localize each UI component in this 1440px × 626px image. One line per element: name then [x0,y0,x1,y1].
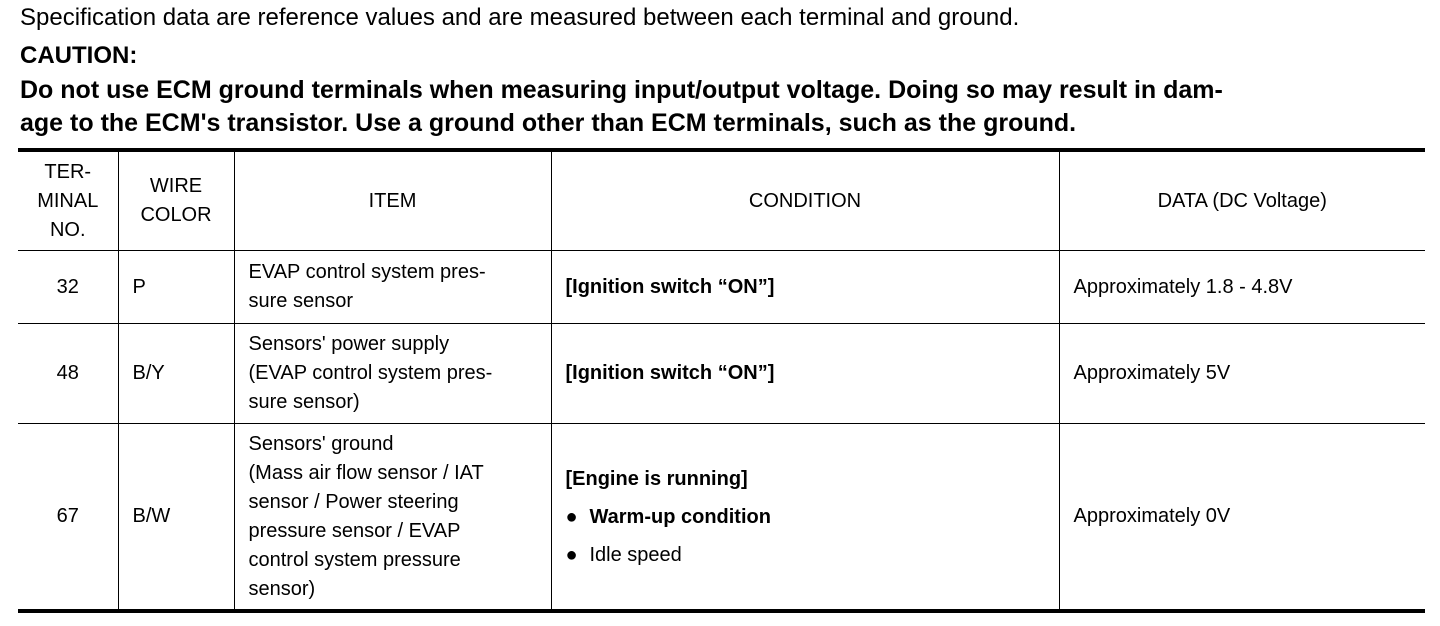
condition-cell: [Ignition switch “ON”] [551,251,1059,324]
table-row [18,324,1425,424]
terminal-cell: 48 [18,324,118,424]
terminal-cell: 67 [18,424,118,612]
condition-heading: [Engine is running] [565,467,748,490]
header-condition: CONDITION [551,150,1059,251]
table-row [18,424,1425,612]
intro-text: Specification data are reference values and are measured between each terminal and ground. [20,4,1020,31]
condition-bullet [566,498,1045,536]
wire-color-cell: B/Y [118,324,234,424]
caution-text: Do not use ECM ground terminals when measuring input/output voltage. Doing so may result in dam- age to the ECM's transistor. Use a ground other than ECM terminals, such as the ground. [20,76,1223,137]
terminal-cell: 32 [18,251,118,324]
header-wire-color: WIRE COLOR [118,150,234,251]
item-cell: Sensors' ground (Mass air flow sensor / IAT sensor / Power steering pressure sensor / EVAP control system pressure sensor) [234,424,551,612]
bullet-icon: ● [565,543,578,566]
condition-bullet [566,536,1045,574]
condition-bullet-text: Idle speed [589,543,682,566]
header-data: DATA (DC Voltage) [1059,150,1425,251]
bullet-icon: ● [565,505,578,528]
table-row [18,251,1425,324]
condition-cell [551,424,1059,612]
item-cell: EVAP control system pres- sure sensor [234,251,551,324]
data-cell: Approximately 1.8 - 4.8V [1059,251,1425,324]
data-cell: Approximately 5V [1059,324,1425,424]
condition-bullet-text: Warm-up condition [589,505,771,528]
item-cell: Sensors' power supply (EVAP control system pres- sure sensor) [234,324,551,424]
condition-cell: [Ignition switch “ON”] [551,324,1059,424]
header-terminal-no: TER- MINAL NO. [18,150,118,251]
header-item: ITEM [234,150,551,251]
wire-color-cell: P [118,251,234,324]
wire-color-cell: B/W [118,424,234,612]
terminal-spec-table [18,148,1425,613]
table-header-row [18,150,1425,251]
caution-label: CAUTION: [20,42,138,69]
data-cell: Approximately 0V [1059,424,1425,612]
